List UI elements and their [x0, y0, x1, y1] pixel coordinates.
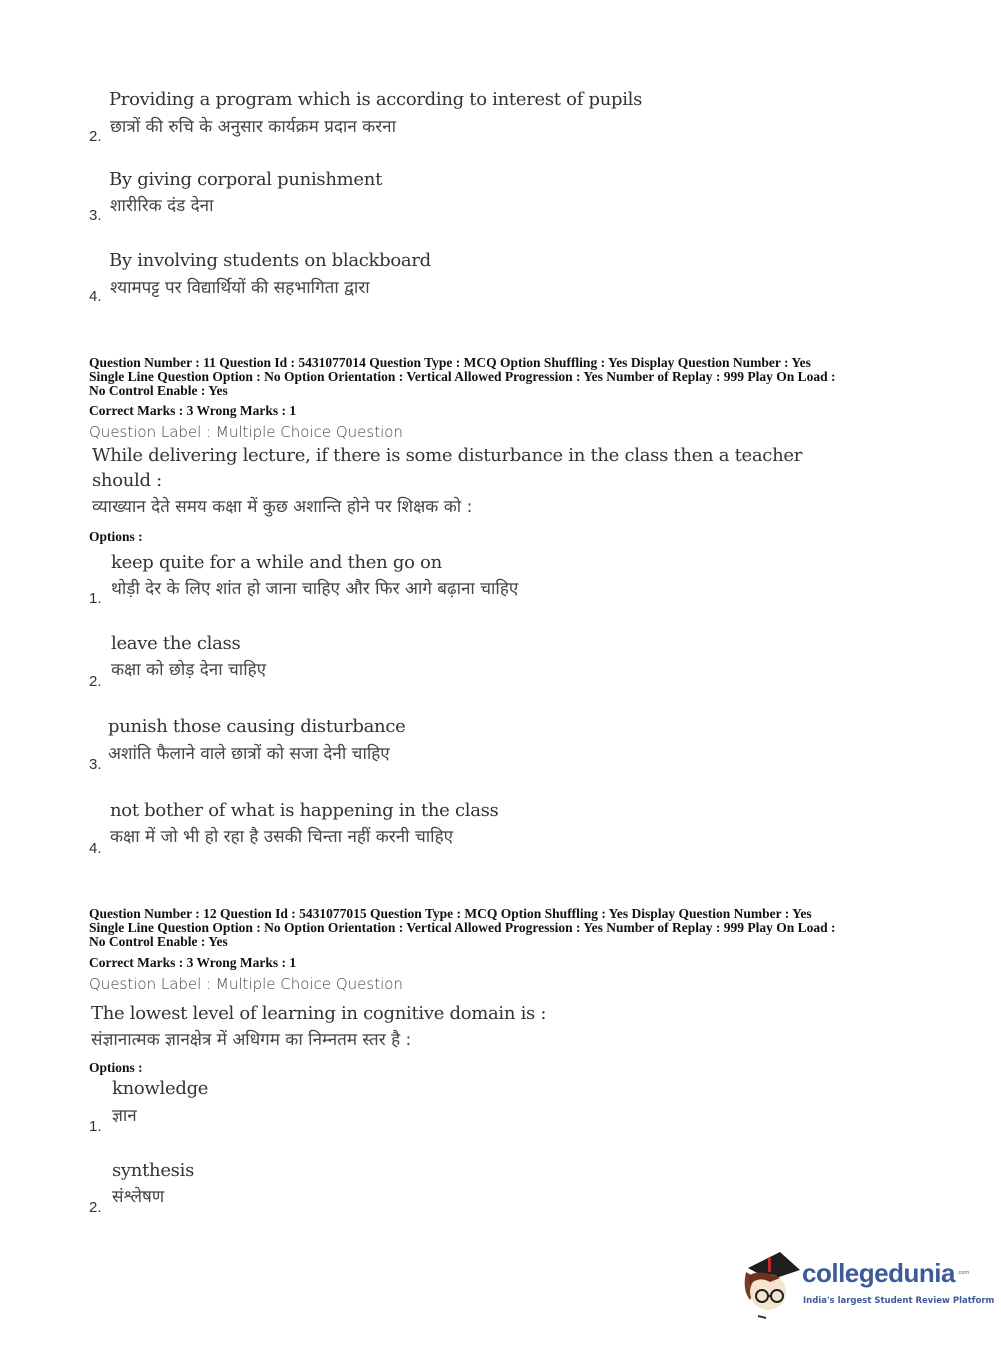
logo-suffix: .com	[956, 1270, 970, 1276]
mascot-icon	[740, 1250, 802, 1320]
question-text-hi: संज्ञानात्मक ज्ञानक्षेत्र में अधिगम का निम्नतम स्तर है :	[91, 1030, 412, 1050]
option-number: 2.	[89, 128, 102, 145]
option-text-en: synthesis	[112, 1160, 195, 1181]
question-label: Question Label : Multiple Choice Question	[89, 975, 403, 993]
option-number: 3.	[89, 207, 102, 224]
question-meta-line: No Control Enable : Yes	[89, 934, 228, 949]
logo-wordmark: collegedunia	[802, 1258, 955, 1288]
question-text-hi: व्याख्यान देते समय कक्षा में कुछ अशान्ति होने पर शिक्षक को :	[92, 497, 473, 517]
question-meta-line: No Control Enable : Yes	[89, 383, 228, 398]
question-text-en: The lowest level of learning in cognitive domain is :	[91, 1003, 547, 1024]
question-marks: Correct Marks : 3 Wrong Marks : 1	[89, 955, 297, 970]
logo-tagline: India's largest Student Review Platform	[803, 1296, 995, 1306]
question-meta-line: Single Line Question Option : No Option Orientation : Vertical Allowed Progression : Yes Number of Replay : 999 Play On Load :	[89, 369, 836, 384]
option-text-en: not bother of what is happening in the class	[110, 800, 499, 821]
question-meta-line: Single Line Question Option : No Option Orientation : Vertical Allowed Progression : Yes Number of Replay : 999 Play On Load :	[89, 920, 836, 935]
option-text-hi: थोड़ी देर के लिए शांत हो जाना चाहिए और फिर आगे बढ़ाना चाहिए	[111, 579, 519, 599]
question-text-en-cont: should :	[92, 470, 162, 491]
option-text-hi: संश्लेषण	[112, 1187, 165, 1207]
question-meta-line: Question Number : 12 Question Id : 5431077015 Question Type : MCQ Option Shuffling : Yes Display Question Number : Yes	[89, 906, 812, 921]
option-text-hi: ज्ञान	[112, 1106, 137, 1126]
option-number: 2.	[89, 1199, 102, 1216]
question-meta-line: Question Number : 11 Question Id : 5431077014 Question Type : MCQ Option Shuffling : Yes Display Question Number : Yes	[89, 355, 811, 370]
option-text-en: Providing a program which is according to interest of pupils	[109, 89, 643, 110]
option-text-hi: शारीरिक दंड देना	[110, 196, 214, 216]
option-text-en: By giving corporal punishment	[109, 169, 382, 190]
option-text-en: keep quite for a while and then go on	[111, 552, 442, 573]
logo-brand	[802, 1258, 969, 1288]
option-text-hi: श्यामपट्ट पर विद्यार्थियों की सहभागिता द्वारा	[110, 278, 370, 298]
option-number: 3.	[89, 756, 102, 773]
question-label: Question Label : Multiple Choice Question	[89, 423, 403, 441]
option-text-en: By involving students on blackboard	[109, 250, 431, 271]
option-number: 4.	[89, 288, 102, 305]
options-heading: Options :	[89, 1060, 143, 1075]
options-heading: Options :	[89, 529, 143, 544]
option-text-hi: कक्षा में जो भी हो रहा है उसकी चिन्ता नहीं करनी चाहिए	[110, 827, 454, 847]
option-number: 2.	[89, 673, 102, 690]
option-text-en: knowledge	[112, 1078, 209, 1099]
question-marks: Correct Marks : 3 Wrong Marks : 1	[89, 403, 297, 418]
option-number: 1.	[89, 1118, 102, 1135]
option-number: 4.	[89, 840, 102, 857]
option-text-hi: छात्रों की रुचि के अनुसार कार्यक्रम प्रदान करना	[110, 117, 397, 137]
question-text-en: While delivering lecture, if there is some disturbance in the class then a teacher	[92, 445, 803, 466]
collegedunia-logo	[740, 1250, 995, 1320]
option-text-hi: अशांति फैलाने वाले छात्रों को सजा देनी चाहिए	[108, 744, 390, 764]
option-text-en: punish those causing disturbance	[108, 716, 406, 737]
option-text-en: leave the class	[111, 633, 241, 654]
option-text-hi: कक्षा को छोड़ देना चाहिए	[111, 660, 267, 680]
option-number: 1.	[89, 590, 102, 607]
